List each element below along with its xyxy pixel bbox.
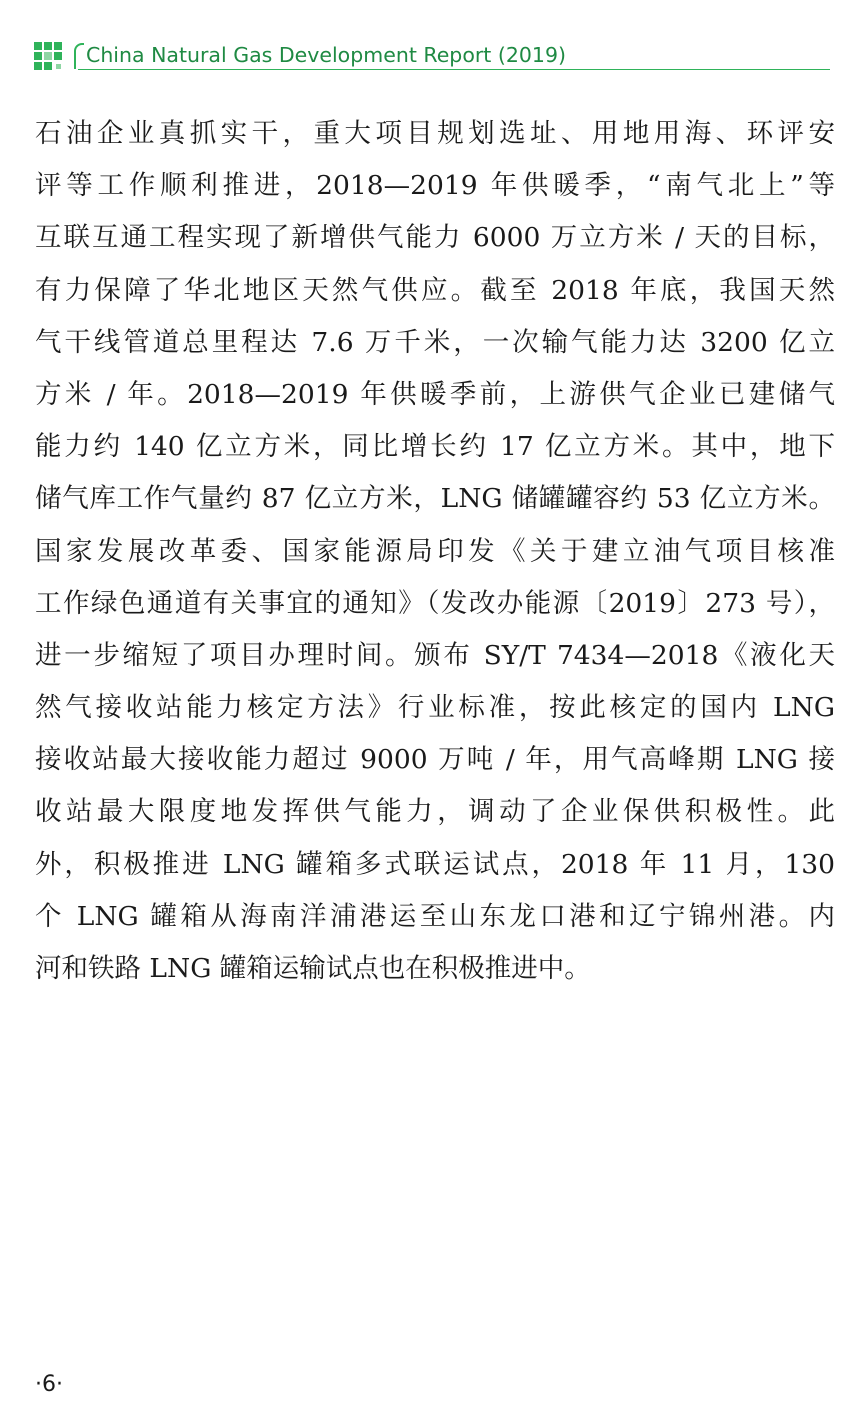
text-line: 进一步缩短了项目办理时间。颁布 SY/T 7434—2018《液化天: [35, 639, 835, 671]
running-header: [34, 40, 834, 74]
text-line: 气干线管道总里程达 7.6 万千米，一次输气能力达 3200 亿立: [35, 326, 835, 358]
text-line: 能力约 140 亿立方米，同比增长约 17 亿立方米。其中，地下: [35, 431, 835, 463]
header-bracket: [74, 43, 84, 69]
text-line: 收站最大限度地发挥供气能力，调动了企业保供积极性。此: [35, 796, 835, 828]
header-title: China Natural Gas Development Report (2019): [86, 43, 567, 67]
text-line: 方米 / 年。2018—2019 年供暖季前，上游供气企业已建储气: [35, 378, 835, 410]
text-line: 个 LNG 罐箱从海南洋浦港运至山东龙口港和辽宁锦州港。内: [35, 900, 835, 932]
body-paragraph: [35, 108, 835, 995]
text-line: 储气库工作气量约 87 亿立方米，LNG 储罐罐容约 53 亿立方米。: [35, 483, 835, 515]
text-line: 河和铁路 LNG 罐箱运输试点也在积极推进中。: [35, 953, 591, 984]
report-logo-icon: [34, 42, 64, 72]
text-line: 评等工作顺利推进，2018—2019 年供暖季，“南气北上”等: [35, 170, 835, 202]
text-line: 然气接收站能力核定方法》行业标准，按此核定的国内 LNG: [35, 692, 835, 724]
text-line: 国家发展改革委、国家能源局印发《关于建立油气项目核准: [35, 535, 835, 567]
text-line: 有力保障了华北地区天然气供应。截至 2018 年底，我国天然: [35, 274, 835, 306]
page-number: ·6·: [35, 1372, 63, 1397]
text-line: 外，积极推进 LNG 罐箱多式联运试点，2018 年 11 月，130: [35, 848, 835, 880]
header-rule: [78, 69, 830, 70]
text-line: 工作绿色通道有关事宜的通知》（发改办能源〔2019〕273 号），: [35, 587, 835, 619]
text-line: 接收站最大接收能力超过 9000 万吨 / 年，用气高峰期 LNG 接: [35, 744, 835, 776]
text-line: 互联互通工程实现了新增供气能力 6000 万立方米 / 天的目标，: [35, 222, 835, 254]
text-line: 石油企业真抓实干，重大项目规划选址、用地用海、环评安: [35, 118, 835, 149]
